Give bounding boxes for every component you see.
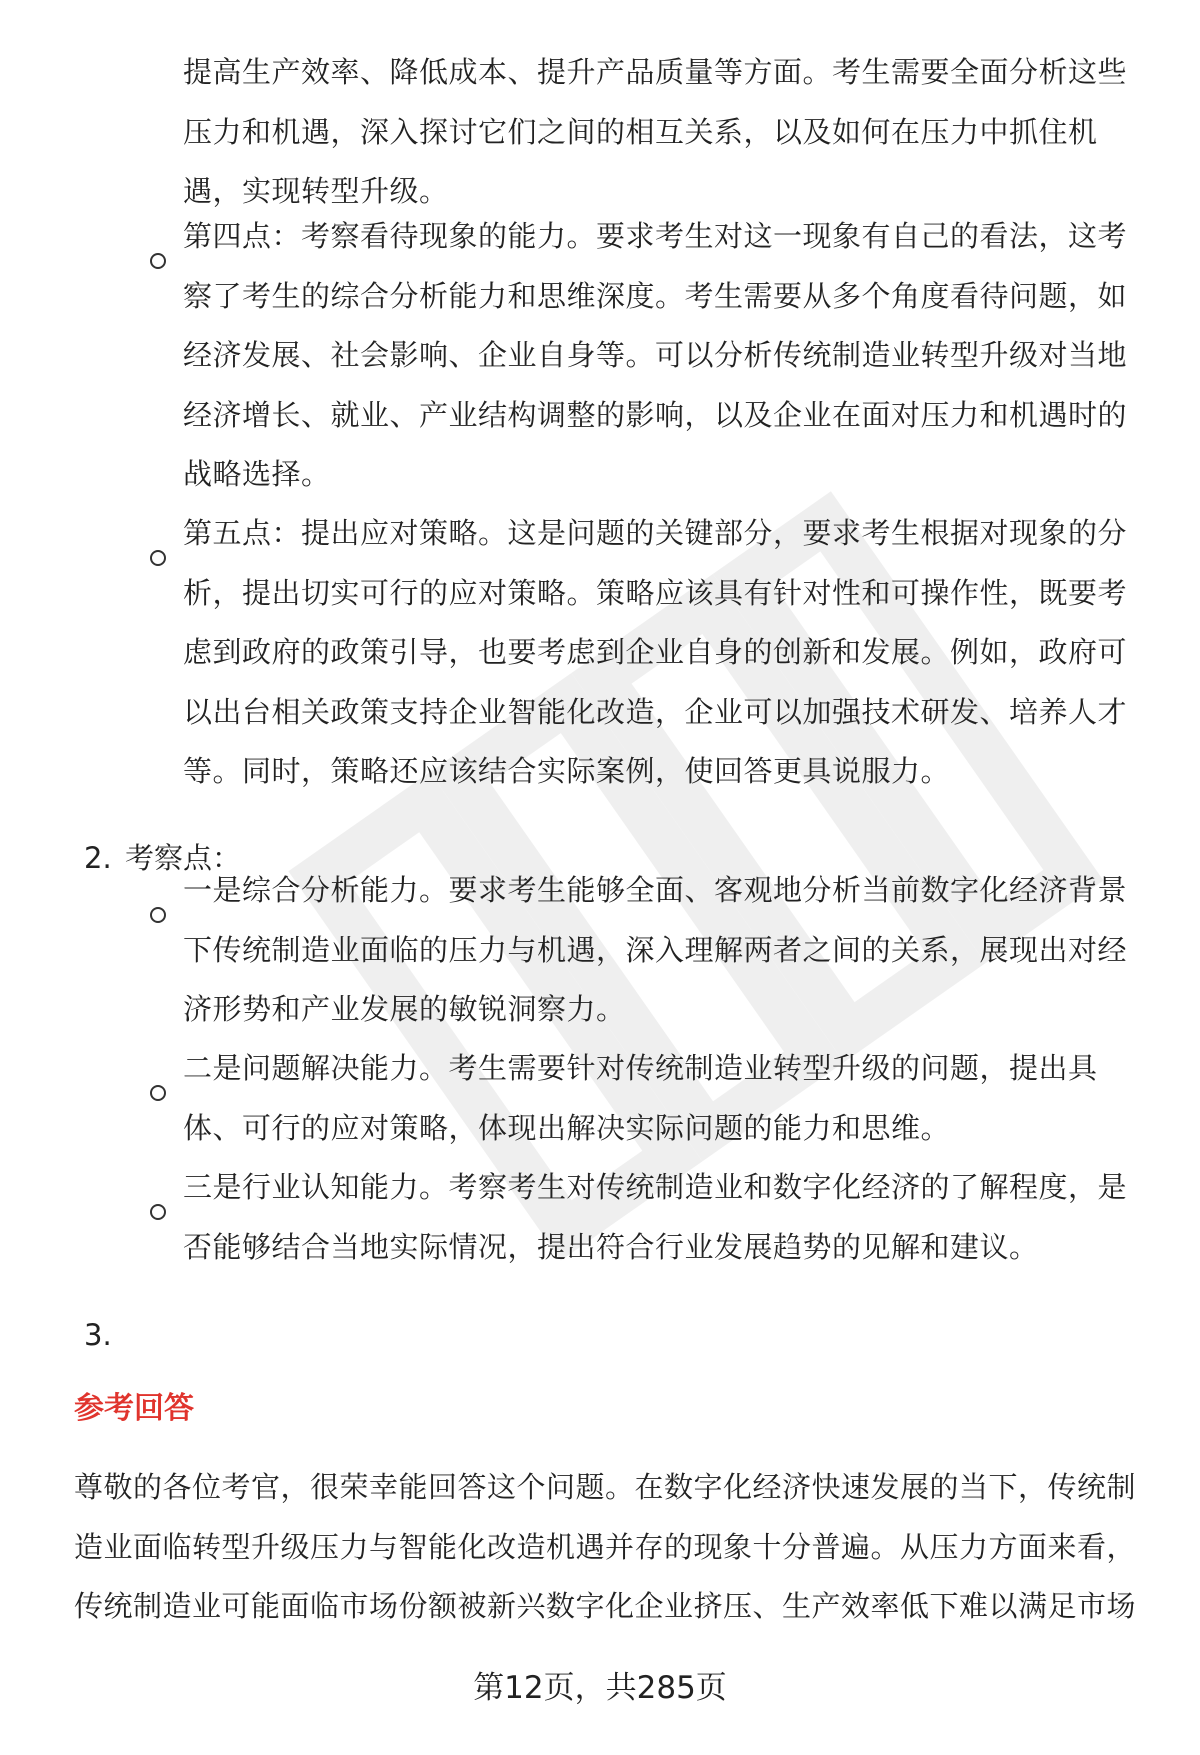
list-item-industry-knowledge: 三是行业认知能力。考察考生对传统制造业和数字化经济的了解程度，是否能够结合当地实际情况，提出符合行业发展趋势的见解和建议。: [183, 1170, 1128, 1264]
section-number-2: 2.: [84, 841, 112, 875]
list-item-point-five: 第五点：提出应对策略。这是问题的关键部分，要求考生根据对现象的分析，提出切实可行的应对策略。策略应该具有针对性和可操作性，既要考虑到政府的政策引导，也要考虑到企业自身的创新和发展。例如，政府可以出台相关政策支持企业智能化改造，企业可以加强技术研发、培养人才等。同时，策略还应该结合实际案例，使回答更具说服力。: [183, 516, 1128, 788]
reference-answer-title: 参考回答: [74, 1391, 194, 1426]
bullet-icon: [150, 907, 166, 923]
reference-answer-paragraph: 尊敬的各位考官，很荣幸能回答这个问题。在数字化经济快速发展的当下，传统制造业面临转型升级压力与智能化改造机遇并存的现象十分普遍。从压力方面来看，传统制造业可能面临市场份额被新兴数字化企业挤压、生产效率低下难以满足市场: [74, 1470, 1137, 1623]
list-item-point-four: 第四点：考察看待现象的能力。要求考生对这一现象有自己的看法，这考察了考生的综合分析能力和思维深度。考生需要从多个角度看待问题，如经济发展、社会影响、企业自身等。可以分析传统制造业转型升级对当地经济增长、就业、产业结构调整的影响，以及企业在面对压力和机遇时的战略选择。: [183, 219, 1128, 491]
page-number-footer: 第12页，共285页: [473, 1670, 727, 1706]
section-heading-assessment-points: 考察点：: [125, 841, 242, 875]
list-item-problem-solving: 二是问题解决能力。考生需要针对传统制造业转型升级的问题，提出具体、可行的应对策略，体现出解决实际问题的能力和思维。: [183, 1051, 1098, 1145]
bullet-icon: [150, 253, 166, 269]
list-item-analysis-ability: 一是综合分析能力。要求考生能够全面、客观地分析当前数字化经济背景下传统制造业面临的压力与机遇，深入理解两者之间的关系，展现出对经济形势和产业发展的敏锐洞察力。: [183, 873, 1128, 1026]
section-number-3: 3.: [84, 1318, 112, 1352]
bullet-icon: [150, 1204, 166, 1220]
continuation-paragraph: 提高生产效率、降低成本、提升产品质量等方面。考生需要全面分析这些压力和机遇，深入探讨它们之间的相互关系，以及如何在压力中抓住机遇，实现转型升级。: [183, 55, 1128, 208]
bullet-icon: [150, 550, 166, 566]
bullet-icon: [150, 1085, 166, 1101]
